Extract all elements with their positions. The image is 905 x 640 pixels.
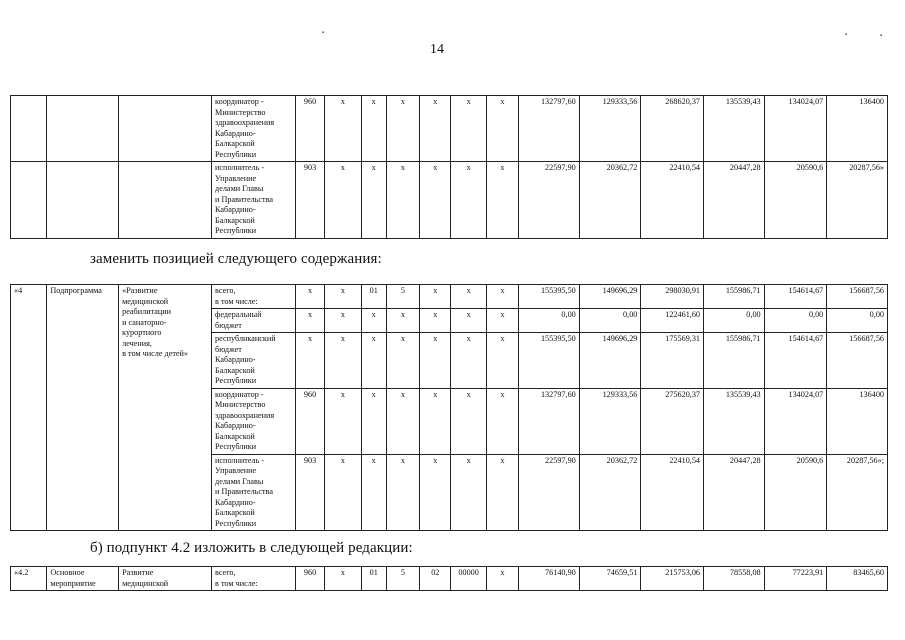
table-cell: 22410,54 (641, 454, 704, 531)
table-cell: «Развитие медицинской реабилитации и санаторно- курортного лечения, в том числе детей» (119, 285, 212, 531)
table-row (11, 96, 888, 162)
table-cell: x (325, 454, 361, 531)
table-cell: 132797,60 (519, 96, 580, 162)
table-cell: 134024,07 (764, 388, 827, 454)
table-cell: 149696,29 (579, 333, 641, 389)
table-cell: республиканский бюджет Кабардино- Балкарской Республики (212, 333, 296, 389)
table-cell: 135539,43 (704, 388, 765, 454)
table-cell: 298030,91 (641, 285, 704, 309)
table-cell: x (295, 309, 324, 333)
table-cell: 00000 (451, 567, 486, 591)
table-cell: 154614,67 (764, 333, 827, 389)
table-cell: x (451, 162, 486, 239)
table-cell: федеральный бюджет (212, 309, 296, 333)
table-cell: 132797,60 (519, 388, 580, 454)
table-cell: x (325, 388, 361, 454)
table-subprogram-4 (10, 284, 888, 531)
table-cell: 122461,60 (641, 309, 704, 333)
table-cell: x (295, 333, 324, 389)
table-cell: x (386, 454, 419, 531)
table-cell: Подпрограмма (47, 285, 119, 531)
table-cell: x (451, 96, 486, 162)
table-cell: x (420, 162, 451, 239)
table-cell: 22410,54 (641, 162, 704, 239)
table-cell: 275620,37 (641, 388, 704, 454)
table-cell: 129333,56 (579, 96, 641, 162)
table-cell: 960 (295, 567, 324, 591)
table-cell: x (486, 333, 518, 389)
table-cell: 268620,37 (641, 96, 704, 162)
table-cell: x (325, 333, 361, 389)
table-cell: 83465,60 (827, 567, 888, 591)
table-cell: x (420, 388, 451, 454)
table-cell: 960 (295, 388, 324, 454)
table-row (11, 567, 888, 591)
table-cell: 155395,50 (519, 333, 580, 389)
table-cell: координатор - Министерство здравоохранения Кабардино- Балкарской Республики (212, 96, 296, 162)
table-cell: x (420, 309, 451, 333)
table-cell (47, 162, 119, 239)
page-number: 14 (430, 42, 444, 57)
table-row (11, 162, 888, 239)
table-cell: 22597,90 (519, 454, 580, 531)
scan-speck: ▪ (880, 33, 883, 39)
scan-speck: ▪ (322, 30, 325, 36)
table-cell: исполнитель - Управление делами Главы и Правительства Кабардино- Балкарской Республики (212, 162, 296, 239)
scan-speck: ▪ (845, 32, 848, 38)
table-cell: 0,00 (827, 309, 888, 333)
table-cell: 135539,43 (704, 96, 765, 162)
table-cell: x (386, 162, 419, 239)
table-cell: 78558,08 (704, 567, 765, 591)
table-cell: x (451, 309, 486, 333)
table-cell: x (486, 567, 518, 591)
table-cell: x (420, 96, 451, 162)
table-cell: 156687,56 (827, 333, 888, 389)
table-cell: 22597,90 (519, 162, 580, 239)
table-cell: 129333,56 (579, 388, 641, 454)
table-cell: 155395,50 (519, 285, 580, 309)
table-cell: 02 (420, 567, 451, 591)
table-cell: Основное мероприятие (47, 567, 119, 591)
table-cell: 136400 (827, 388, 888, 454)
section-heading: заменить позицией следующего содержания: (90, 251, 382, 267)
table-cell: 136400 (827, 96, 888, 162)
table-cell: x (386, 333, 419, 389)
table-cell: x (386, 96, 419, 162)
table-cell: 903 (295, 454, 324, 531)
table-cell: x (486, 96, 518, 162)
table-cell: 903 (295, 162, 324, 239)
table-cell: 155986,71 (704, 285, 765, 309)
table-cell: x (361, 96, 386, 162)
table-cell: 215753,06 (641, 567, 704, 591)
table-cell: x (386, 388, 419, 454)
table-cell: координатор - Министерство здравоохранения Кабардино- Балкарской Республики (212, 388, 296, 454)
table-cell: «4 (11, 285, 47, 531)
table-cell: 20287,56» (827, 162, 888, 239)
table-cell: 20447,28 (704, 454, 765, 531)
table-cell: 156687,56 (827, 285, 888, 309)
table-cell: x (361, 309, 386, 333)
table-cell: 154614,67 (764, 285, 827, 309)
table-cell: x (386, 309, 419, 333)
table-cell: x (325, 96, 361, 162)
table-cell: 20362,72 (579, 162, 641, 239)
table-cell: 0,00 (519, 309, 580, 333)
table-cell: 134024,07 (764, 96, 827, 162)
table-cell: 5 (386, 285, 419, 309)
table-cell (119, 96, 212, 162)
table-cell: x (325, 567, 361, 591)
table-cell: 960 (295, 96, 324, 162)
table-cell: всего, в том числе: (212, 567, 296, 591)
table-measure-4-2 (10, 566, 888, 591)
table-cell: x (361, 333, 386, 389)
table-cell: x (325, 162, 361, 239)
table-cell: x (451, 388, 486, 454)
table-coordinator-executor (10, 95, 888, 239)
table-cell: x (361, 162, 386, 239)
table-row (11, 285, 888, 309)
table-cell: 0,00 (579, 309, 641, 333)
table-cell: 20590,6 (764, 162, 827, 239)
table-cell: 175569,31 (641, 333, 704, 389)
table-cell: 0,00 (704, 309, 765, 333)
table-cell: x (295, 285, 324, 309)
table-cell: x (420, 285, 451, 309)
table-cell: 77223,91 (764, 567, 827, 591)
table-cell: всего, в том числе: (212, 285, 296, 309)
table-cell (11, 162, 47, 239)
table-cell: x (451, 333, 486, 389)
table-cell: 5 (386, 567, 419, 591)
table-cell: x (451, 285, 486, 309)
section-heading: б) подпункт 4.2 изложить в следующей редакции: (90, 540, 413, 556)
table-cell: 155986,71 (704, 333, 765, 389)
table-cell: 20447,28 (704, 162, 765, 239)
table-cell: Развитие медицинской (119, 567, 212, 591)
table-cell (11, 96, 47, 162)
table-cell: x (325, 309, 361, 333)
table-cell: 20362,72 (579, 454, 641, 531)
table-cell: x (486, 454, 518, 531)
table-cell: x (420, 454, 451, 531)
table-cell: x (486, 309, 518, 333)
table-cell: 20287,56»; (827, 454, 888, 531)
table-cell: x (361, 388, 386, 454)
table-cell: x (420, 333, 451, 389)
table-cell: 01 (361, 285, 386, 309)
table-cell: 20590,6 (764, 454, 827, 531)
table-cell: «4.2 (11, 567, 47, 591)
table-cell: 149696,29 (579, 285, 641, 309)
table-cell (47, 96, 119, 162)
table-cell: x (486, 285, 518, 309)
table-cell: 0,00 (764, 309, 827, 333)
table-cell: 76140,90 (519, 567, 580, 591)
table-cell: исполнитель - Управление делами Главы и Правительства Кабардино- Балкарской Республики (212, 454, 296, 531)
table-cell: x (486, 388, 518, 454)
table-cell: 01 (361, 567, 386, 591)
table-cell: x (486, 162, 518, 239)
table-cell: x (361, 454, 386, 531)
table-cell: x (451, 454, 486, 531)
table-cell: x (325, 285, 361, 309)
table-cell: 74659,51 (579, 567, 641, 591)
table-cell (119, 162, 212, 239)
